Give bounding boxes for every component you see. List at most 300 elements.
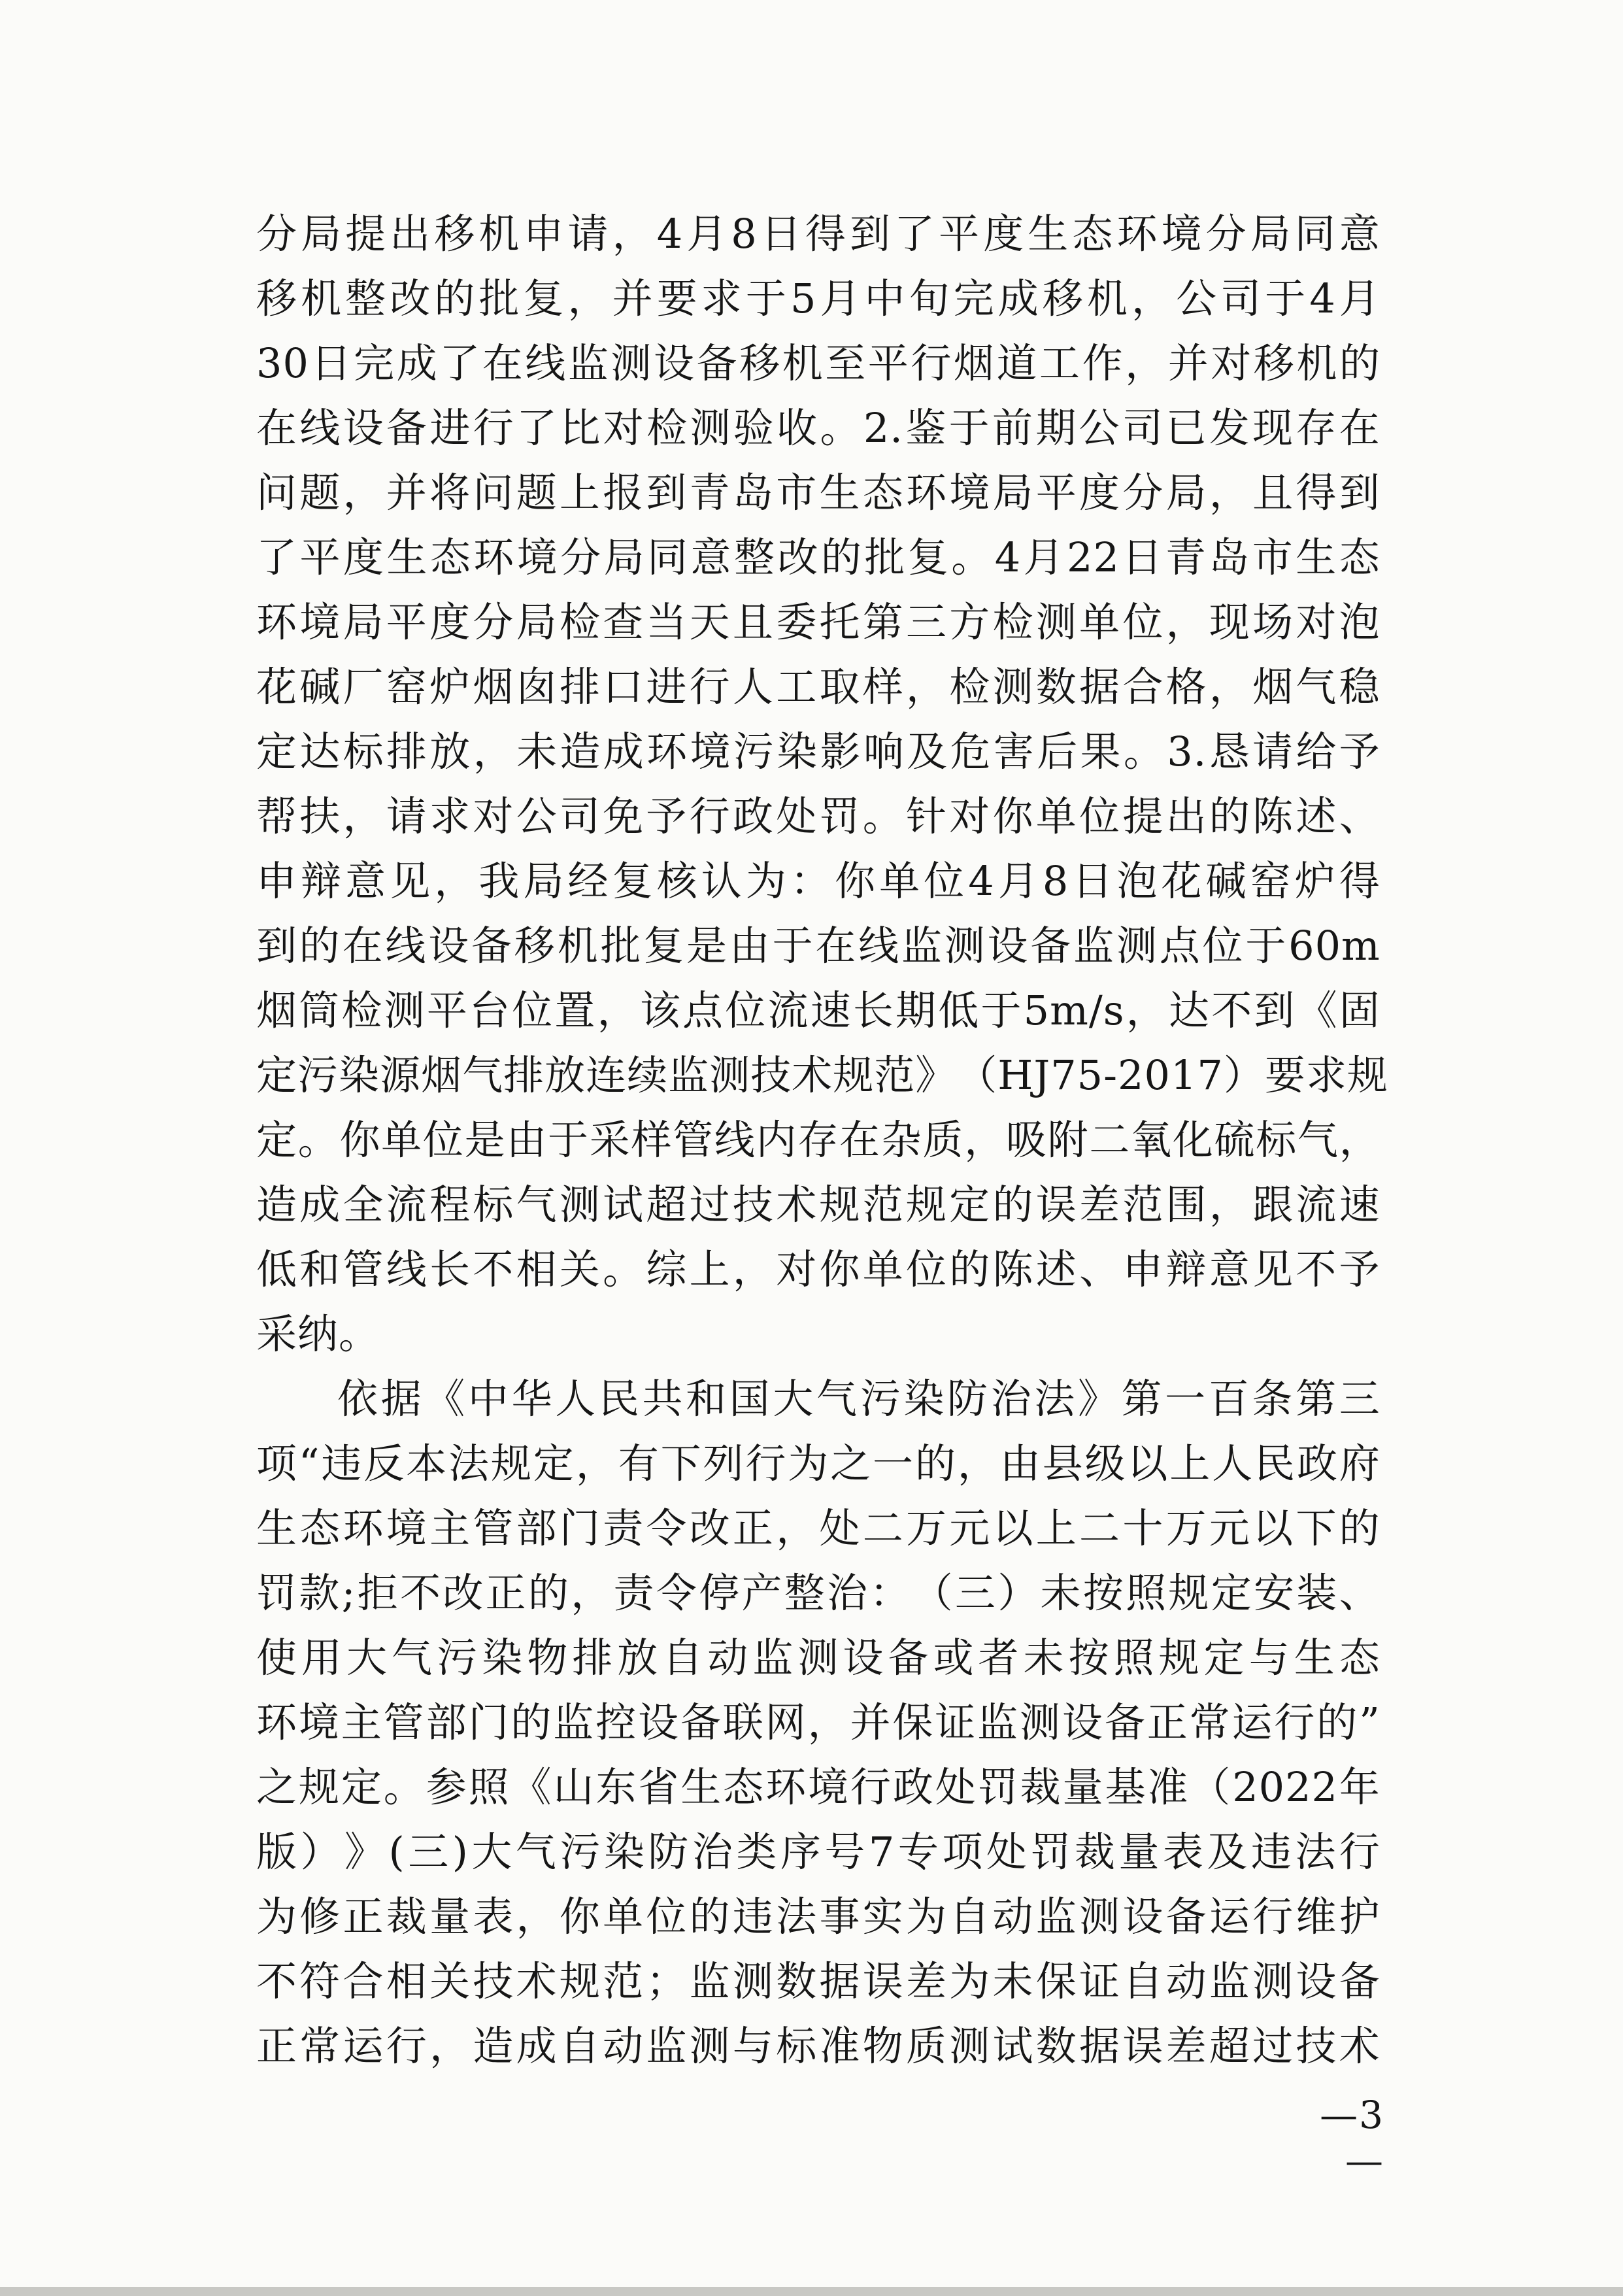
text-glyph: 测 xyxy=(559,1181,601,1228)
text-glyph: 氧 xyxy=(1131,1116,1173,1164)
text-glyph: 见 xyxy=(1252,1245,1294,1293)
text-glyph: 日 xyxy=(1122,533,1163,581)
text-glyph: 准 xyxy=(1147,1763,1189,1811)
text-glyph: （ xyxy=(956,1051,998,1099)
text-glyph: 上 xyxy=(1169,1440,1211,1487)
text-glyph: 检 xyxy=(992,598,1034,646)
text-glyph: 取 xyxy=(819,663,861,711)
text-glyph: 移 xyxy=(434,210,476,258)
text-glyph: 态 xyxy=(862,469,904,516)
text-glyph: 排 xyxy=(503,1051,545,1099)
text-glyph: 过 xyxy=(689,1181,731,1228)
text-glyph: 置 xyxy=(554,987,596,1034)
text-glyph: 位 xyxy=(1079,792,1121,840)
text-glyph: 在 xyxy=(256,404,298,452)
text-glyph: 认 xyxy=(701,857,743,905)
text-glyph: 样 xyxy=(862,663,904,711)
text-glyph: 得 xyxy=(805,210,846,258)
text-glyph: 了 xyxy=(256,533,298,581)
text-glyph: 30 xyxy=(256,339,309,387)
text-glyph: 为 xyxy=(788,1440,829,1487)
text-glyph: 完 xyxy=(354,339,395,387)
text-glyph: 台 xyxy=(469,987,511,1034)
text-glyph: 环 xyxy=(646,728,688,775)
text-glyph: 位 xyxy=(646,1893,688,1940)
text-glyph: 进 xyxy=(646,663,688,711)
text-glyph: 方 xyxy=(949,598,991,646)
text-glyph: 并 xyxy=(612,275,654,322)
text-glyph: 上 xyxy=(559,469,601,516)
text-glyph: 责 xyxy=(613,1569,655,1617)
text-glyph: 政 xyxy=(732,792,774,840)
text-glyph: 定 xyxy=(256,1116,298,1164)
text-glyph: 线 xyxy=(714,1116,756,1164)
text-glyph: 单 xyxy=(603,1893,644,1940)
text-glyph: 处 xyxy=(986,1828,1028,1876)
text-glyph: 题 xyxy=(299,469,341,516)
text-glyph: 运 xyxy=(1231,1698,1273,1746)
text-glyph: 备 xyxy=(696,339,738,387)
text-glyph: 、 xyxy=(1079,1245,1121,1293)
text-line xyxy=(256,654,1380,719)
text-glyph: 以 xyxy=(992,1504,1034,1552)
text-glyph: ， xyxy=(1125,339,1167,387)
text-glyph: 现 xyxy=(1209,598,1250,646)
text-glyph: 4 xyxy=(656,210,684,258)
text-glyph: 者 xyxy=(978,1634,1020,1681)
text-glyph: 部 xyxy=(516,1504,558,1552)
text-glyph: 你 xyxy=(339,1116,381,1164)
text-glyph: 监 xyxy=(668,1051,710,1099)
text-glyph: 样 xyxy=(631,1116,673,1164)
text-glyph: 备 xyxy=(1165,1893,1207,1940)
text-glyph: 监 xyxy=(1209,1957,1250,2005)
text-glyph: ： xyxy=(790,857,831,905)
text-glyph: 项 xyxy=(942,1828,984,1876)
text-glyph: 辩 xyxy=(301,857,343,905)
text-glyph: 格 xyxy=(1165,663,1207,711)
text-glyph: 分 xyxy=(560,533,602,581)
text-glyph: 第 xyxy=(1121,1375,1163,1423)
text-glyph: 达 xyxy=(299,728,341,775)
text-glyph: 一 xyxy=(1165,1375,1207,1423)
text-glyph: 行 xyxy=(689,663,731,711)
text-glyph: 烟 xyxy=(256,987,298,1034)
text-glyph: 于 xyxy=(980,987,1022,1034)
text-glyph: 碱 xyxy=(299,663,341,711)
text-glyph: 误 xyxy=(1122,2022,1164,2070)
text-glyph: 数 xyxy=(1035,2022,1077,2070)
text-glyph: ， xyxy=(516,1893,558,1940)
text-glyph: 合 xyxy=(343,1957,384,2005)
text-glyph: 人 xyxy=(1212,1440,1254,1487)
text-glyph: 意 xyxy=(345,857,387,905)
text-glyph: 设 xyxy=(1122,1893,1164,1940)
text-glyph: 规 xyxy=(1168,1569,1210,1617)
text-glyph: 放 xyxy=(617,1634,659,1681)
text-glyph: 在 xyxy=(815,922,857,970)
text-glyph: 要 xyxy=(656,275,698,322)
text-line xyxy=(256,913,1380,978)
text-glyph: 。 xyxy=(1123,728,1165,775)
text-glyph: 污 xyxy=(733,728,775,775)
text-glyph: 污 xyxy=(560,1828,601,1876)
text-glyph: 技 xyxy=(732,1181,774,1228)
text-glyph: 民 xyxy=(1254,1440,1296,1487)
text-glyph: 出 xyxy=(390,210,431,258)
text-glyph: 测 xyxy=(384,987,426,1034)
text-glyph: 运 xyxy=(1209,1893,1250,1940)
text-glyph: ， xyxy=(1209,1181,1250,1228)
text-glyph: 果 xyxy=(1080,728,1122,775)
text-glyph: 整 xyxy=(733,533,775,581)
text-glyph: 款 xyxy=(299,1569,341,1617)
text-glyph: 监 xyxy=(1073,922,1115,970)
text-glyph: 门 xyxy=(468,1698,510,1746)
text-glyph: 60m xyxy=(1288,922,1380,970)
text-glyph: 事 xyxy=(819,1893,861,1940)
text-glyph: 要 xyxy=(1264,1051,1306,1099)
text-glyph: 行 xyxy=(911,339,952,387)
text-glyph: 试 xyxy=(992,2022,1034,2070)
text-line xyxy=(256,1690,1380,1755)
text-glyph: 标 xyxy=(1256,1116,1297,1164)
text-glyph: 是 xyxy=(686,922,728,970)
text-glyph: 我 xyxy=(478,857,520,905)
text-glyph: ， xyxy=(1126,987,1167,1034)
text-glyph: 罚 xyxy=(1030,1828,1072,1876)
text-glyph: 范 xyxy=(1122,1181,1164,1228)
text-glyph: 下 xyxy=(1296,1504,1337,1552)
text-glyph: 线 xyxy=(858,922,900,970)
text-line xyxy=(256,590,1380,654)
text-glyph: 基 xyxy=(1105,1763,1146,1811)
text-glyph: 申 xyxy=(523,210,565,258)
text-line xyxy=(256,525,1380,590)
text-glyph: 陈 xyxy=(1252,792,1294,840)
text-glyph: 备 xyxy=(888,1634,929,1681)
text-glyph: 网 xyxy=(765,1698,807,1746)
text-glyph: 于 xyxy=(1245,922,1287,970)
text-glyph: 出 xyxy=(1165,792,1207,840)
text-glyph: 未 xyxy=(1040,1569,1082,1617)
text-glyph: 位 xyxy=(1122,598,1164,646)
text-glyph: 了 xyxy=(894,210,936,258)
text-glyph: 成 xyxy=(396,339,438,387)
text-glyph: 类 xyxy=(736,1828,778,1876)
text-glyph: 源 xyxy=(380,1051,422,1099)
text-glyph: 及 xyxy=(1207,1828,1248,1876)
text-glyph: 备 xyxy=(1104,1698,1146,1746)
text-glyph: 分 xyxy=(256,210,298,258)
text-glyph: 技 xyxy=(750,1051,792,1099)
text-glyph: 达 xyxy=(1169,987,1211,1034)
text-glyph: 月 xyxy=(1023,533,1065,581)
text-glyph: 罚 xyxy=(819,792,861,840)
text-glyph: 求 xyxy=(701,275,743,322)
text-glyph: 泡 xyxy=(1339,598,1380,646)
text-glyph: 证 xyxy=(1079,1957,1121,2005)
text-glyph: ： xyxy=(869,1569,911,1617)
text-glyph: 筒 xyxy=(299,987,341,1034)
text-line xyxy=(256,1431,1380,1496)
text-glyph: 托 xyxy=(819,598,861,646)
text-glyph: ， xyxy=(429,2022,471,2070)
text-glyph: 完 xyxy=(953,275,995,322)
text-glyph: 平 xyxy=(867,339,909,387)
text-glyph: 位 xyxy=(422,1116,464,1164)
text-glyph: 本 xyxy=(406,1440,448,1487)
text-glyph: 超 xyxy=(1209,2022,1250,2070)
text-glyph: 环 xyxy=(1116,210,1158,258)
text-glyph: 于 xyxy=(948,404,990,452)
text-glyph: 综 xyxy=(646,1245,688,1293)
text-glyph: 态 xyxy=(1339,1634,1380,1681)
text-glyph: 规 xyxy=(491,1440,533,1487)
text-glyph: 烟 xyxy=(473,663,514,711)
text-glyph: “ xyxy=(298,1440,320,1487)
text-glyph: 月 xyxy=(997,857,1039,905)
text-glyph: 设 xyxy=(653,339,695,387)
text-glyph: 为 xyxy=(745,857,787,905)
text-glyph: 恳 xyxy=(1209,728,1250,775)
text-glyph: 厂 xyxy=(343,663,384,711)
text-glyph: 级 xyxy=(1084,1440,1126,1487)
text-line xyxy=(256,266,1380,331)
text-glyph: 内 xyxy=(756,1116,797,1164)
text-glyph: 的 xyxy=(820,533,862,581)
text-glyph: 公 xyxy=(516,792,558,840)
text-glyph: 口 xyxy=(603,663,644,711)
text-glyph: 号 xyxy=(824,1828,866,1876)
text-line xyxy=(256,1819,1380,1884)
text-glyph: ; xyxy=(341,1569,356,1617)
text-glyph: 政 xyxy=(1296,1440,1338,1487)
text-glyph: 万 xyxy=(1165,1504,1207,1552)
text-glyph: 表 xyxy=(473,1893,514,1940)
text-glyph: 。 xyxy=(603,1245,644,1293)
text-glyph: 岛 xyxy=(732,469,774,516)
text-glyph: 稳 xyxy=(1339,663,1380,711)
text-glyph: 并 xyxy=(850,1698,892,1746)
text-glyph: 的 xyxy=(510,1698,552,1746)
text-glyph: 监 xyxy=(689,1957,731,2005)
text-glyph: 成 xyxy=(603,728,644,775)
text-glyph: 造 xyxy=(256,1181,298,1228)
text-glyph: 机 xyxy=(1296,339,1338,387)
text-glyph: 》 xyxy=(1077,1375,1119,1423)
text-glyph: ” xyxy=(1359,1698,1380,1746)
text-glyph: 正 xyxy=(343,1893,384,1940)
text-glyph: 分 xyxy=(1122,469,1164,516)
text-glyph: 日 xyxy=(1072,857,1114,905)
text-glyph: 申 xyxy=(1122,1245,1164,1293)
text-glyph: 二 xyxy=(1089,1116,1131,1164)
text-glyph: 下 xyxy=(660,1440,702,1487)
text-glyph: 气 xyxy=(516,1181,558,1228)
text-glyph: ， xyxy=(776,1504,818,1552)
text-glyph: 备 xyxy=(680,1698,722,1746)
text-glyph: 你 xyxy=(819,1245,861,1293)
text-glyph: 在 xyxy=(839,1116,881,1164)
text-glyph: 令 xyxy=(646,1504,688,1552)
text-glyph: 硫 xyxy=(1214,1116,1256,1164)
text-glyph: 态 xyxy=(723,1763,765,1811)
text-glyph: 动 xyxy=(603,2022,644,2070)
text-glyph: 据 xyxy=(380,1375,422,1423)
text-glyph: 之 xyxy=(256,1763,298,1811)
text-glyph: 位 xyxy=(905,1245,947,1293)
text-glyph: 委 xyxy=(776,598,818,646)
text-glyph: ， xyxy=(434,857,476,905)
text-glyph: 线 xyxy=(385,922,427,970)
text-glyph: 当 xyxy=(646,598,688,646)
text-glyph: 成 xyxy=(997,275,1039,322)
text-glyph: 在 xyxy=(1339,404,1380,452)
text-glyph: 共 xyxy=(642,1375,684,1423)
text-line xyxy=(256,1949,1380,2014)
text-glyph: 设 xyxy=(343,404,384,452)
text-glyph: 境 xyxy=(949,469,991,516)
text-glyph: 批 xyxy=(478,275,520,322)
text-glyph: 令 xyxy=(656,1569,697,1617)
text-glyph: 装 xyxy=(1296,1569,1338,1617)
text-glyph: 境 xyxy=(298,1698,340,1746)
text-glyph: 花 xyxy=(256,663,298,711)
text-glyph: 误 xyxy=(862,1957,904,2005)
text-line xyxy=(256,1625,1380,1690)
text-glyph: ， xyxy=(597,987,639,1034)
text-glyph: 窑 xyxy=(386,663,427,711)
text-glyph: 烟 xyxy=(1252,663,1294,711)
text-glyph: 测 xyxy=(949,2022,991,2070)
text-glyph: 按 xyxy=(1068,1634,1110,1681)
text-glyph: 的 xyxy=(527,1569,569,1617)
text-glyph: 位 xyxy=(512,987,554,1034)
text-glyph: 控 xyxy=(595,1698,637,1746)
text-glyph: 你 xyxy=(559,1893,601,1940)
text-line xyxy=(256,849,1380,913)
text-glyph: 工 xyxy=(776,663,818,711)
text-glyph: 国 xyxy=(729,1375,771,1423)
text-glyph: 检 xyxy=(949,663,991,711)
text-glyph: 对 xyxy=(1296,598,1337,646)
text-glyph: 在 xyxy=(482,339,524,387)
text-glyph: 单 xyxy=(1079,598,1121,646)
text-glyph: 2. xyxy=(863,404,903,452)
text-glyph: 位 xyxy=(1202,922,1244,970)
text-glyph: 范 xyxy=(862,1181,904,1228)
text-glyph: 的 xyxy=(1209,792,1250,840)
text-glyph: 后 xyxy=(1037,728,1079,775)
text-glyph: 分 xyxy=(473,598,514,646)
text-glyph: 长 xyxy=(429,1245,471,1293)
text-glyph: 生 xyxy=(1296,533,1337,581)
text-glyph: 于 xyxy=(772,922,814,970)
text-glyph: 平 xyxy=(1035,469,1077,516)
text-glyph: 环 xyxy=(256,1698,298,1746)
text-glyph: 测 xyxy=(1116,922,1158,970)
text-glyph: 请 xyxy=(386,792,427,840)
text-glyph: 数 xyxy=(1035,663,1077,711)
text-glyph: 司 xyxy=(1122,404,1164,452)
text-glyph: 造 xyxy=(560,728,601,775)
text-glyph: 进 xyxy=(429,404,471,452)
text-line xyxy=(256,1884,1380,1949)
text-glyph: 污 xyxy=(860,1375,901,1423)
text-glyph: 了 xyxy=(516,404,558,452)
text-glyph: 日 xyxy=(310,339,352,387)
text-glyph: ， xyxy=(473,728,514,775)
text-glyph: 据 xyxy=(1079,663,1121,711)
text-glyph: 予 xyxy=(1339,1245,1380,1293)
text-glyph: 百 xyxy=(1208,1375,1250,1423)
text-glyph: 设 xyxy=(843,1634,884,1681)
text-glyph: 监 xyxy=(901,922,943,970)
text-glyph: 动 xyxy=(992,1893,1034,1940)
text-glyph: 及 xyxy=(907,728,948,775)
text-glyph: 市 xyxy=(776,469,818,516)
text-glyph: 期 xyxy=(895,987,937,1034)
text-glyph: 人 xyxy=(732,663,774,711)
text-glyph: 大 xyxy=(346,1634,388,1681)
text-glyph: 复 xyxy=(612,857,654,905)
text-glyph: 态 xyxy=(1072,210,1114,258)
text-glyph: 二 xyxy=(1079,1504,1121,1552)
text-glyph: 用 xyxy=(301,1634,343,1681)
text-glyph: 检 xyxy=(559,598,601,646)
text-glyph: 围 xyxy=(1165,1181,1207,1228)
text-glyph: 同 xyxy=(647,533,689,581)
text-glyph: 设 xyxy=(1296,1957,1337,2005)
text-glyph: ， xyxy=(957,1440,999,1487)
text-glyph: 天 xyxy=(689,598,731,646)
text-glyph: ， xyxy=(964,1116,1006,1164)
text-glyph: 质 xyxy=(905,2022,947,2070)
text-glyph: 物 xyxy=(862,2022,904,2070)
text-glyph: 年 xyxy=(1339,1763,1380,1811)
text-glyph: 条 xyxy=(1252,1375,1294,1423)
text-glyph: 的 xyxy=(992,1181,1034,1228)
text-glyph: 分 xyxy=(1205,210,1247,258)
text-glyph: 度 xyxy=(1079,469,1121,516)
text-glyph: 了 xyxy=(439,339,481,387)
text-glyph: 续 xyxy=(627,1051,669,1099)
text-glyph: 见 xyxy=(390,857,431,905)
text-glyph: 移 xyxy=(514,922,556,970)
text-glyph: 测 xyxy=(1079,1893,1121,1940)
text-line xyxy=(256,1755,1380,1819)
text-glyph: 求 xyxy=(1305,1051,1347,1099)
text-glyph: 述 xyxy=(1035,1245,1077,1293)
text-glyph: 境 xyxy=(690,728,731,775)
text-glyph: 的 xyxy=(1316,1698,1358,1746)
text-glyph: 并 xyxy=(1167,339,1209,387)
text-glyph: 4 xyxy=(1309,275,1336,322)
text-glyph: 。 xyxy=(862,792,904,840)
text-glyph: 复 xyxy=(907,533,949,581)
text-glyph: 、 xyxy=(1339,1569,1380,1617)
text-glyph: 5m/s xyxy=(1023,987,1125,1034)
text-glyph: 行 xyxy=(473,404,514,452)
text-glyph: ) xyxy=(452,1828,469,1876)
text-glyph: 环 xyxy=(343,1504,384,1552)
scan-bottom-edge xyxy=(0,2287,1623,2296)
text-glyph: 处 xyxy=(935,1763,977,1811)
text-glyph: 长 xyxy=(852,987,894,1034)
text-line xyxy=(256,396,1380,460)
text-glyph: 拒 xyxy=(357,1569,399,1617)
